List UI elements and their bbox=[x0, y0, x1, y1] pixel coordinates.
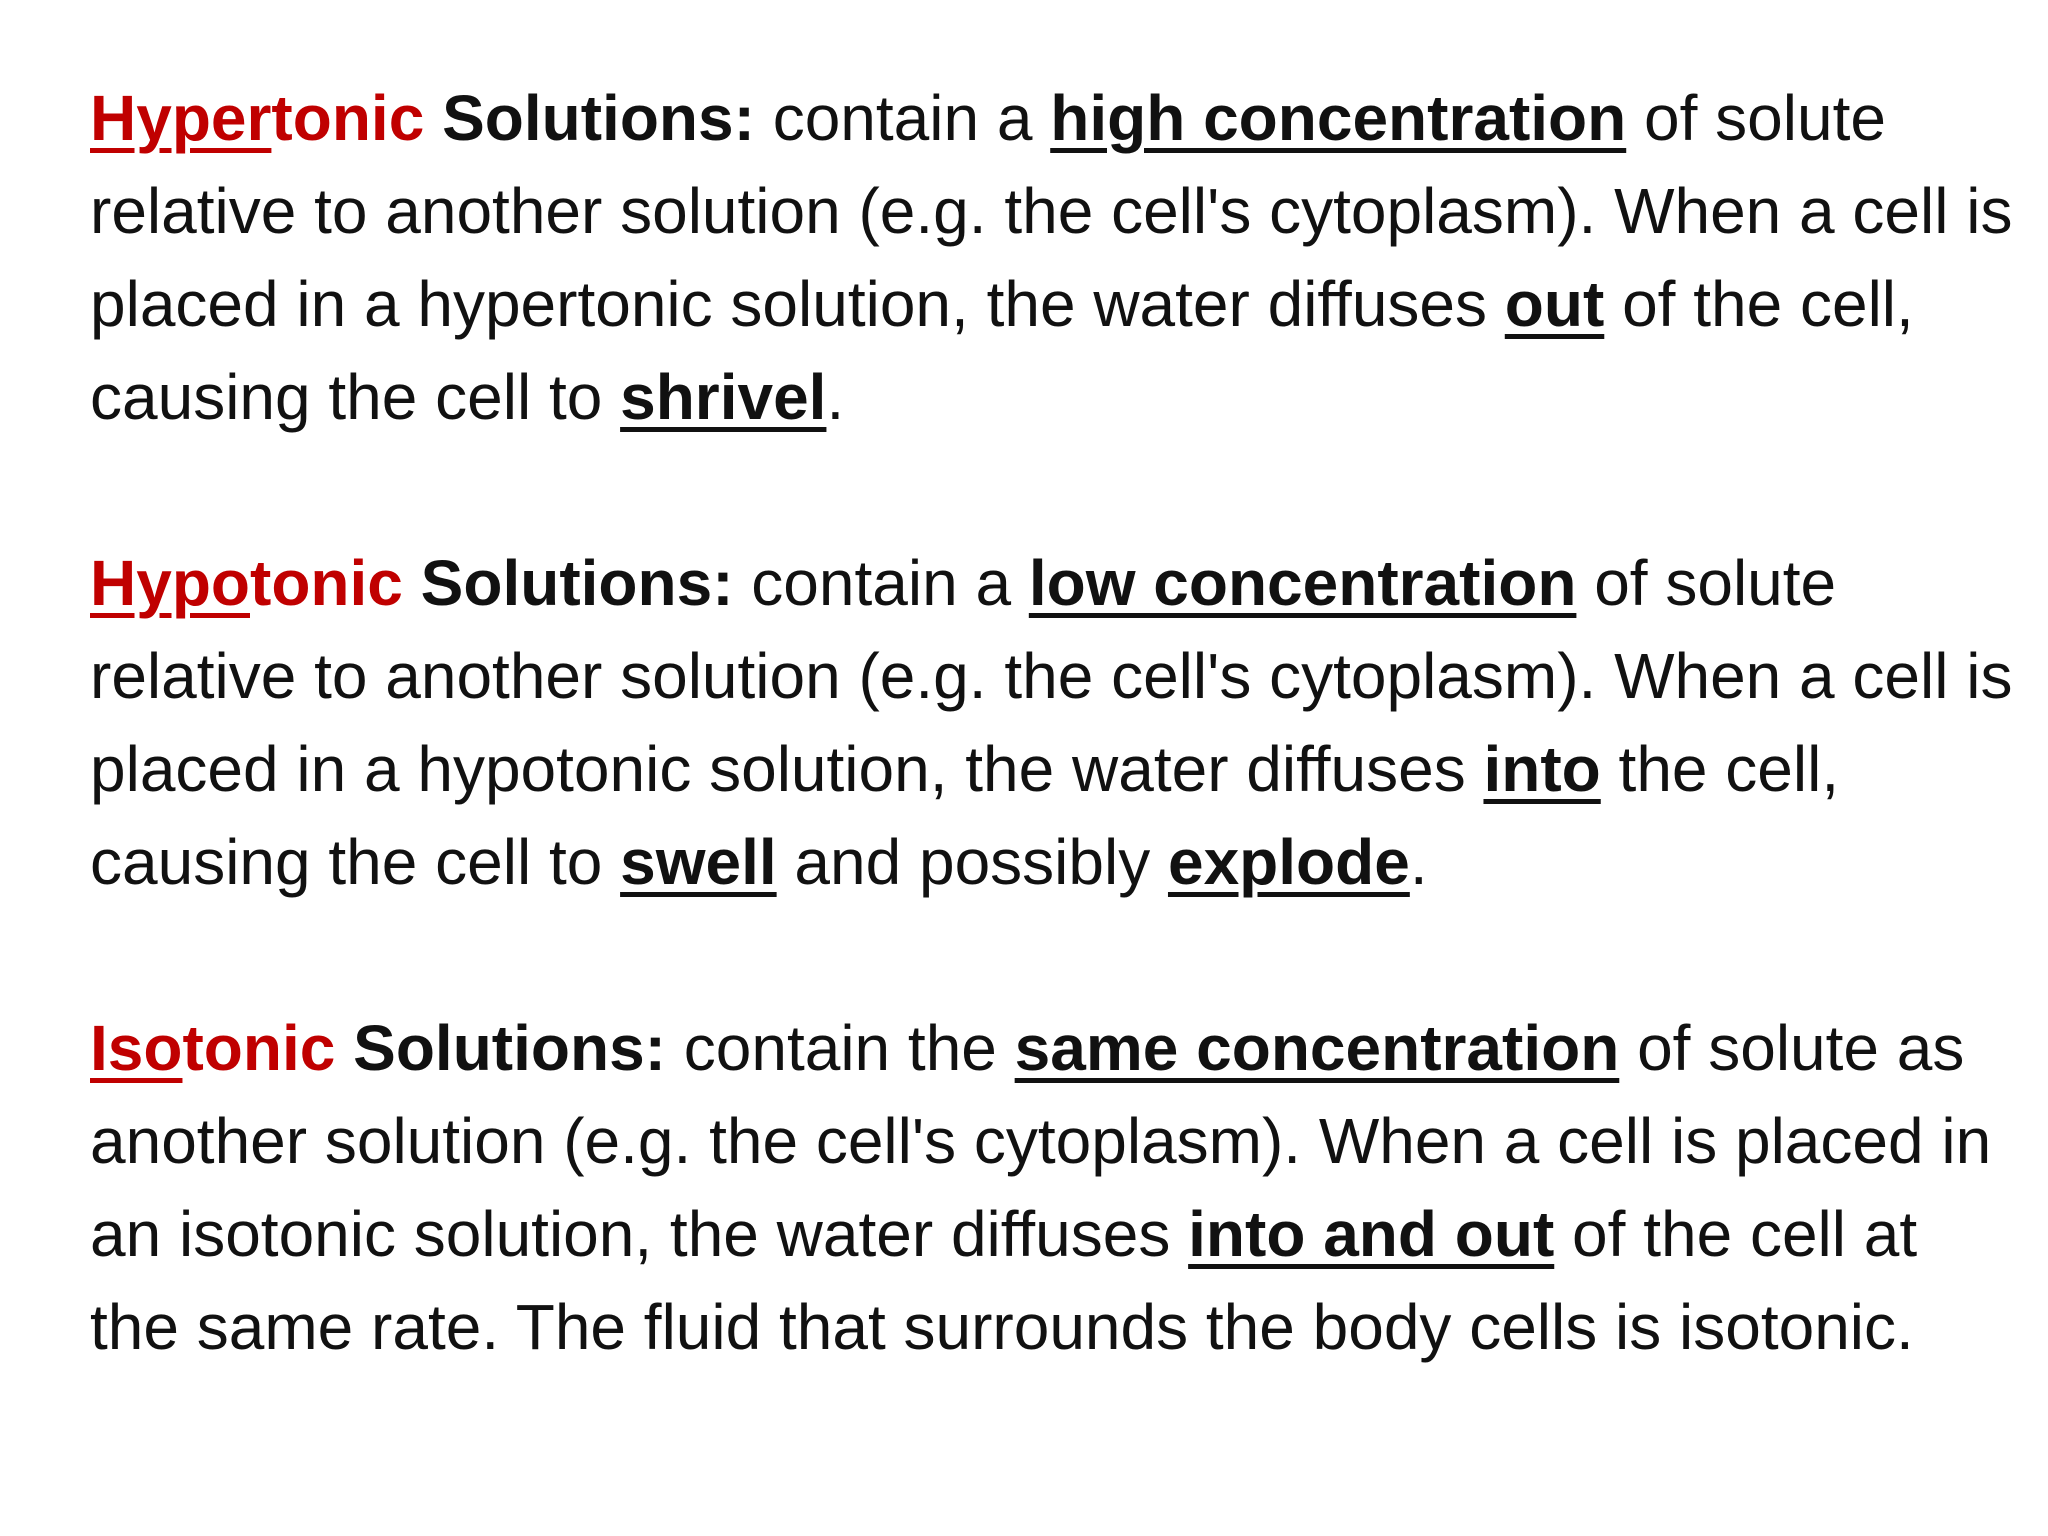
hypotonic-term-suffix: tonic bbox=[250, 547, 403, 619]
isotonic-label: Solutions: bbox=[353, 1012, 666, 1084]
hypotonic-paragraph bbox=[90, 537, 2020, 909]
hypotonic-key-explode: explode bbox=[1167, 826, 1410, 898]
isotonic-term bbox=[90, 1012, 335, 1084]
hypotonic-key-low-concentration: low concentration bbox=[1028, 547, 1577, 619]
isotonic-term-suffix: tonic bbox=[182, 1012, 336, 1084]
hypertonic-key-out: out bbox=[1504, 268, 1605, 340]
hypertonic-key-shrivel: shrivel bbox=[620, 361, 827, 433]
isotonic-text-1: contain the bbox=[665, 1012, 1015, 1084]
isotonic-text-3: of the cell at the same rate. The fluid that surrounds the body cells is isotonic. bbox=[90, 1198, 1918, 1363]
hypertonic-label: Solutions: bbox=[442, 82, 755, 154]
hypertonic-term-suffix: tonic bbox=[271, 82, 425, 154]
hypotonic-key-swell: swell bbox=[620, 826, 777, 898]
isotonic-key-same-concentration: same concentration bbox=[1014, 1012, 1620, 1084]
isotonic-term-prefix: Iso bbox=[90, 1012, 183, 1084]
isotonic-text-2: of solute as another solution (e.g. the cell's cytoplasm). When a cell is placed in an isotonic solution, the water diffuses bbox=[90, 1012, 1992, 1270]
hypotonic-term bbox=[90, 547, 403, 619]
hypertonic-key-high-concentration: high concentration bbox=[1050, 82, 1627, 154]
hypertonic-term-prefix: Hyper bbox=[90, 82, 272, 154]
hypertonic-text-1: contain a bbox=[754, 82, 1051, 154]
hypotonic-text-5: . bbox=[1409, 826, 1428, 898]
hypotonic-text-3: the cell, causing the cell to bbox=[90, 733, 1840, 898]
isotonic-paragraph bbox=[90, 1002, 2020, 1374]
hypotonic-term-prefix: Hypo bbox=[90, 547, 250, 619]
hypotonic-text-4: and possibly bbox=[776, 826, 1168, 898]
hypotonic-text-2: of solute relative to another solution (e.g. the cell's cytoplasm). When a cell is placed in a hypotonic solution, the water diffuses bbox=[90, 547, 2013, 805]
hypotonic-key-into: into bbox=[1483, 733, 1601, 805]
hypertonic-paragraph bbox=[90, 72, 2020, 444]
hypertonic-term bbox=[90, 82, 424, 154]
isotonic-key-into-and-out: into and out bbox=[1188, 1198, 1555, 1270]
document-body bbox=[90, 72, 2020, 1467]
hypertonic-text-4: . bbox=[826, 361, 845, 433]
hypotonic-label: Solutions: bbox=[420, 547, 734, 619]
hypertonic-text-2: of solute relative to another solution (e.g. the cell's cytoplasm). When a cell is placed in a hypertonic solution, the water diffuses bbox=[90, 82, 2013, 340]
hypotonic-text-1: contain a bbox=[733, 547, 1029, 619]
hypertonic-text-3: of the cell, causing the cell to bbox=[90, 268, 1914, 433]
